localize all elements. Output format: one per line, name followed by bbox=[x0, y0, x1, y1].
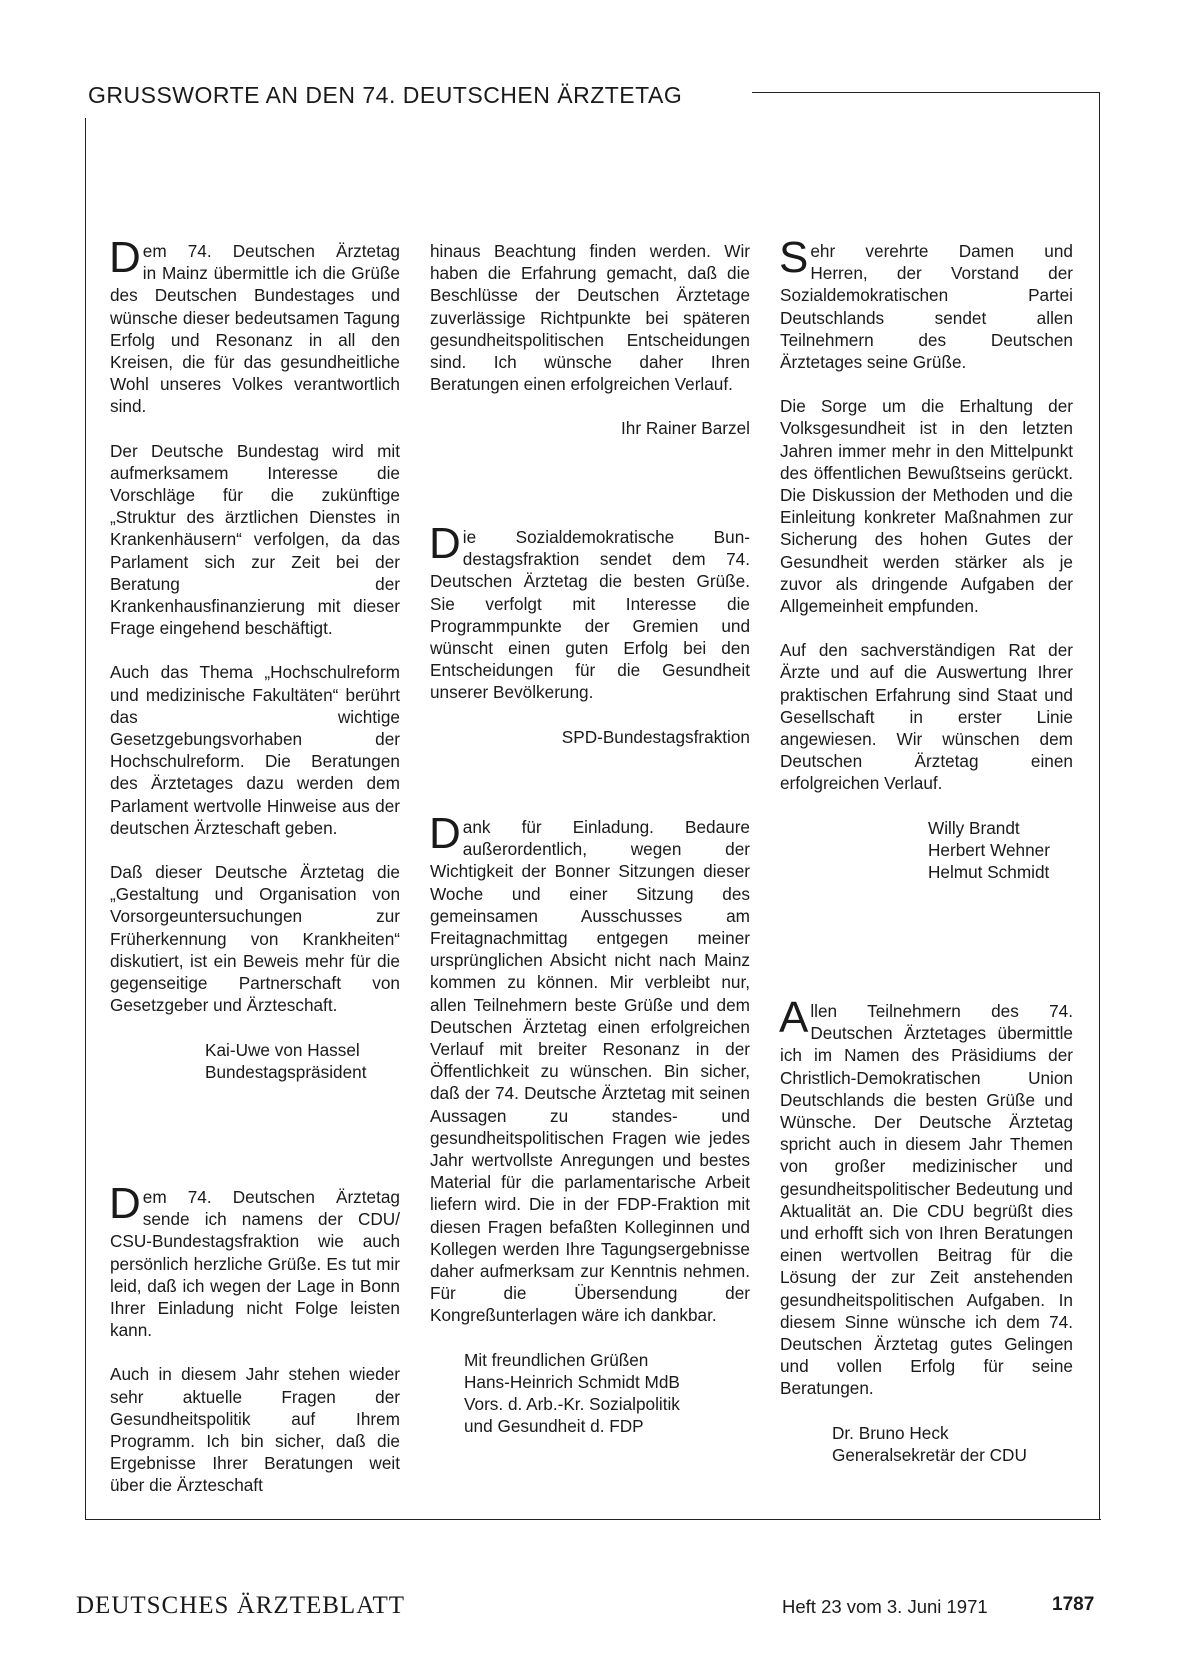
page-title: GRUSSWORTE AN DEN 74. DEUTSCHEN ÄRZTETAG bbox=[88, 82, 683, 108]
paragraph: Die Sorge um die Erhaltung der Volksgesundheit ist in den letzten Jahren immer mehr in den Mittelpunkt des öffentlichen Bewußtseins gerückt. Die Diskussion der Methoden und die Einleitung konkreter Maßnahmen zur Sicherung des hohen Gutes der Gesundheit werden stärker als je zuvor als dringende Aufgaben der Allgemeinheit empfunden. bbox=[780, 396, 1073, 617]
paragraph: in Mainz übermittle ich die Grüße des Deutschen Bundestages und wünsche dieser bedeutsamen Tagung Erfolg und Resonanz in all den Kreisen, die für das gesundheitliche Wohl unseres Volkes verantwortlich sind. bbox=[110, 263, 400, 417]
drop-cap: A bbox=[779, 993, 809, 1042]
signature-block bbox=[780, 1422, 1073, 1466]
letter-lead bbox=[109, 1179, 400, 1228]
letter-lead bbox=[779, 233, 1073, 282]
letter-cdu bbox=[779, 993, 1073, 1466]
signature-name: Herbert Wehner bbox=[928, 839, 1050, 860]
lead-text: em 74. Deutschen Ärztetag bbox=[142, 241, 400, 261]
drop-cap: D bbox=[109, 1179, 141, 1228]
drop-cap: S bbox=[779, 233, 809, 282]
frame-line-top bbox=[752, 92, 1100, 93]
paragraph: Daß dieser Deutsche Ärztetag die „Gestaltung und Organisation von Vorsorgeuntersuchungen zur Früherkennung von Krankheiten“ diskutiert, ist ein Beweis mehr für die gegenseitige Partnerschaft von Gesetzgeber und Ärzteschaft. bbox=[110, 862, 400, 1016]
paragraph: Deutschen Ärztetages übermittle ich im Namen des Präsidiums der Christlich-Demokratischen Union Deutschlands die besten Grüße und Wünsche. Der Deutsche Ärztetag spricht auch in diesem Jahr Themen von großer medizinischer und gesundheitspolitischer Bedeutung und Aktualität an. Die CDU begrüßt dies und erhofft sich von Ihren Beratungen einen wertvollen Beitrag für die Lösung der zur Zeit anstehenden gesundheitspolitischen Aufgaben. In diesem Sinne wünsche ich dem 74. Deutschen Ärztetag gutes Gelingen und vollen Erfolg für seine Beratungen. bbox=[780, 1023, 1073, 1399]
paragraph: außerordentlich, wegen der Wichtigkeit der Bonner Sitzungen dieser Woche und einer Sitzung des gemeinsamen Ausschusses am Freitagnachmittag entgegen meiner ursprünglichen Absicht nicht nach Mainz kommen zu können. Mir verbleibt nur, allen Teilnehmern beste Grüße und dem Deutschen Ärztetag einen erfolgreichen Verlauf mit breiter Resonanz in der Öffentlichkeit zu wünschen. Bin sicher, daß der 74. Deutsche Ärztetag mit seinen Aussagen zu standes- und gesundheitspolitischen Fragen wie jedes Jahr wertvollste Anregungen und bestes Material für die parlamentarische Arbeit liefern wird. Die in der FDP-Fraktion mit diesen Fragen befaßten Kolleginnen und Kollegen werden Ihre Tagungsergebnisse daher aufmerksam zur Kenntnis nehmen. Für die Übersendung der Kongreßunterlagen wäre ich dankbar. bbox=[430, 839, 750, 1326]
signature-title: und Gesundheit d. FDP bbox=[464, 1416, 644, 1437]
frame-line-left bbox=[85, 118, 86, 1520]
letter-lead bbox=[779, 993, 1073, 1042]
signature-title: Generalsekretär der CDU bbox=[832, 1444, 1027, 1465]
signature-name: Helmut Schmidt bbox=[928, 862, 1050, 883]
letter-lead bbox=[109, 233, 400, 282]
letter-spd-vorstand bbox=[779, 233, 1073, 883]
letter-lead bbox=[429, 809, 750, 858]
letter-fdp bbox=[429, 809, 750, 1437]
signature-name: Dr. Bruno Heck bbox=[832, 1422, 949, 1443]
signature-name: Kai-Uwe von Hassel bbox=[205, 1039, 360, 1060]
signature-name: SPD-Bundestagsfraktion bbox=[561, 726, 750, 747]
letter-barzel bbox=[109, 1179, 400, 1497]
signature-title: Bundestagspräsident bbox=[205, 1061, 367, 1082]
signature-closing: Mit freundlichen Grüßen bbox=[464, 1349, 649, 1370]
drop-cap: D bbox=[109, 233, 141, 282]
frame-line-bottom bbox=[85, 1519, 1101, 1520]
issue-info: Heft 23 vom 3. Juni 1971 bbox=[782, 1596, 988, 1617]
signature-block bbox=[780, 817, 1073, 884]
signature-block bbox=[110, 1039, 400, 1083]
paragraph: Auf den sachverständigen Rat der Ärzte und auf die Auswertung Ihrer praktischen Erfahrung sind Staat und Gesellschaft in erster Linie angewiesen. Wir wünschen dem Deutschen Ärztetag einen erfolgreichen Verlauf. bbox=[780, 640, 1073, 794]
drop-cap: D bbox=[429, 809, 461, 858]
paragraph: Auch in diesem Jahr stehen wieder sehr aktuelle Fragen der Gesundheitspolitik auf Ihrem Programm. Ich bin sicher, daß die Ergebnisse Ihrer Beratungen weit über die Ärzteschaft bbox=[110, 1364, 400, 1496]
letter-hassel bbox=[109, 233, 400, 1083]
paragraph: Der Deutsche Bundestag wird mit aufmerksamem Interesse die Vorschläge für die zukünftige „Struktur des ärztlichen Dienstes in Krankenhäusern“ verfolgen, da das Parlament sich zur Zeit bei der Beratung der Krankenhausfinanzierung mit dieser Frage eingehend beschäftigt. bbox=[110, 440, 400, 639]
signature-name: Ihr Rainer Barzel bbox=[621, 418, 750, 439]
page-number: 1787 bbox=[1052, 1594, 1095, 1615]
signature-block bbox=[430, 1349, 750, 1438]
letter-spd-fraktion bbox=[429, 519, 750, 748]
lead-text: ehr verehrte Damen und bbox=[810, 241, 1073, 261]
letter-lead bbox=[429, 519, 750, 568]
lead-text: em 74. Deutschen Ärztetag bbox=[142, 1187, 400, 1207]
signature-title: Vors. d. Arb.-Kr. Sozialpolitik bbox=[464, 1394, 680, 1415]
letter-barzel-continued bbox=[430, 240, 750, 440]
paragraph: Auch das Thema „Hochschulreform und medizinische Fakultäten“ berührt das wichtige Gesetzgebungsvorhaben der Hochschulreform. Die Beratungen des Ärztetages dazu werden dem Parlament wertvolle Hinweise aus der deutschen Ärzteschaft geben. bbox=[110, 662, 400, 838]
paragraph: hinaus Beachtung finden werden. Wir haben die Erfahrung gemacht, daß die Beschlüsse der Deutschen Ärztetage zuverlässige Richtpunkte bei späteren gesundheitspolitischen Entscheidungen sind. Ich wünsche daher Ihren Beratungen einen erfolgreichen Verlauf. bbox=[430, 241, 750, 395]
paragraph: destagsfraktion sendet dem 74. Deutschen Ärztetag die besten Grüße. Sie verfolgt mit Interesse die Programmpunkte der Gremien und wünscht einen guten Erfolg bei den Entscheidungen für die Gesundheit unserer Bevölkerung. bbox=[430, 549, 750, 703]
signature-name: Willy Brandt bbox=[928, 817, 1020, 838]
drop-cap: D bbox=[429, 519, 461, 568]
lead-text: ank für Einladung. Bedaure bbox=[462, 817, 750, 837]
lead-text: llen Teilnehmern des 74. bbox=[810, 1001, 1073, 1021]
journal-name: DEUTSCHES ÄRZTEBLATT bbox=[76, 1592, 406, 1619]
paragraph: Herren, der Vorstand der Sozialdemokratischen Partei Deutschlands sendet allen Teilnehmern des Deutschen Ärztetages seine Grüße. bbox=[780, 263, 1073, 373]
paragraph: sende ich namens der CDU/ CSU-Bundestagsfraktion wie auch persönlich herzliche Grüße. Es tut mir leid, daß ich wegen der Lage in Bonn Ihrer Einladung nicht Folge leisten kann. bbox=[110, 1209, 400, 1341]
lead-text: ie Sozialdemokratische Bun- bbox=[462, 527, 750, 547]
signature-name: Hans-Heinrich Schmidt MdB bbox=[464, 1371, 680, 1392]
frame-line-right bbox=[1099, 92, 1100, 1520]
